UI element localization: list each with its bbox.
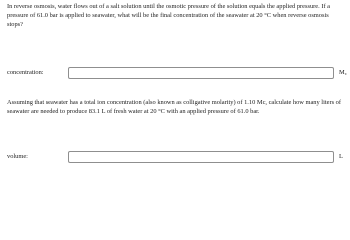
question-text-volume: Assuming that seawater has a total ion concentration (also known as colligative molarity) of 1.10 Mc, calculate how many liters of seawater are needed to produce 83.1 L of fresh water at 20 °C with an applied pressure of 61.0 bar.	[7, 99, 341, 116]
volume-label: volume:	[7, 153, 28, 161]
concentration-answer-row	[7, 66, 348, 80]
concentration-label: concentration:	[7, 69, 44, 77]
question-text-concentration: In reverse osmosis, water flows out of a salt solution until the osmotic pressure of the solution equals the applied pressure. If a pressure of 61.0 bar is applied to seawater, what will be the final concentration of the seawater at 20 °C when reverse osmosis stops?	[7, 3, 331, 29]
volume-answer-row	[7, 150, 348, 164]
volume-unit: L	[339, 153, 343, 161]
concentration-unit-symbol: M	[339, 69, 345, 77]
volume-input[interactable]	[68, 151, 334, 163]
concentration-input[interactable]	[68, 67, 334, 79]
concentration-unit-subscript: c	[344, 71, 347, 77]
concentration-unit	[339, 68, 347, 78]
